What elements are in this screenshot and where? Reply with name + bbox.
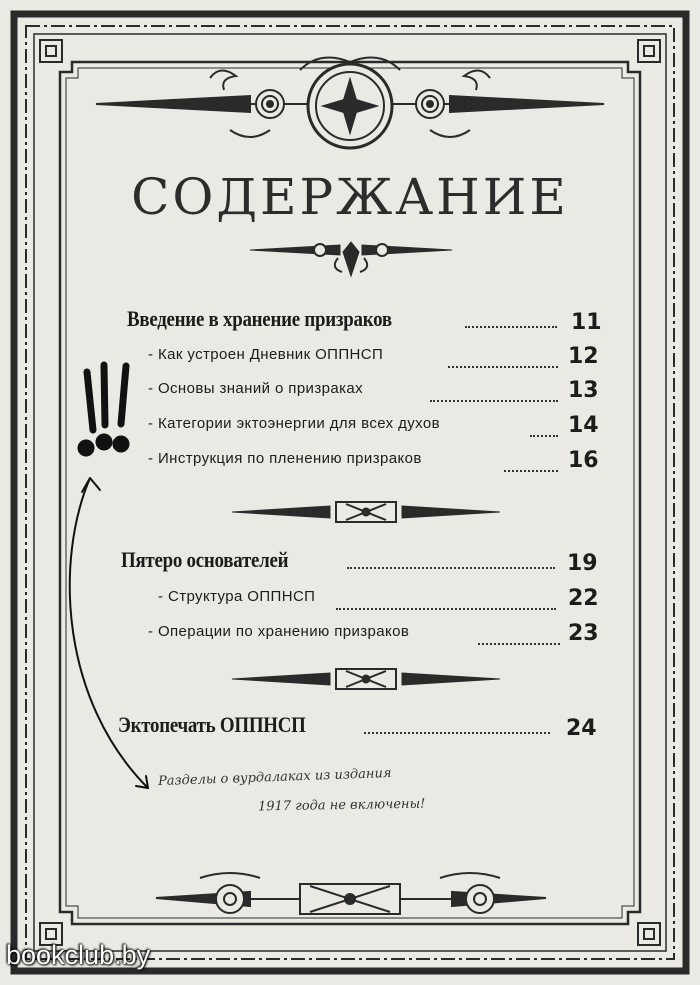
dot-leader xyxy=(347,547,555,569)
toc-page-number: 14 xyxy=(568,413,599,438)
handwritten-note-line2: 1917 года не включены! xyxy=(257,796,426,815)
toc-page-number: 11 xyxy=(571,310,602,335)
dot-leader xyxy=(448,346,558,368)
toc-subsection xyxy=(148,380,612,410)
dot-leader xyxy=(478,623,560,645)
handwritten-note-line1: Разделы о вурдалаках из издания xyxy=(157,765,392,790)
dot-leader xyxy=(504,450,558,472)
toc-section-label: Введение в хранение призраков xyxy=(127,306,392,331)
toc-subsection-label: - Категории эктоэнергии для всех духов xyxy=(148,415,441,432)
toc-section-label: Пятеро основателей xyxy=(121,547,289,572)
page-title: СОДЕРЖАНИЕ xyxy=(131,168,569,226)
toc-subsection-label: - Операции по хранению призраков xyxy=(148,623,410,640)
toc-page-number: 16 xyxy=(568,448,599,473)
toc-subsection xyxy=(148,346,612,376)
toc-subsection xyxy=(158,588,610,618)
toc-page-number: 13 xyxy=(568,378,599,403)
dot-leader xyxy=(430,380,558,402)
dot-leader xyxy=(530,415,558,437)
toc-section xyxy=(118,712,610,742)
toc-subsection-label: - Инструкция по пленению призраков xyxy=(148,450,422,467)
toc-page-number: 24 xyxy=(566,716,597,741)
toc-subsection xyxy=(148,623,610,653)
watermark: bookclub.by xyxy=(6,940,151,970)
dot-leader xyxy=(336,588,556,610)
toc-subsection-label: - Основы знаний о призраках xyxy=(148,380,364,397)
title-divider-ornament xyxy=(250,242,452,276)
dot-leader xyxy=(465,306,557,328)
toc-section xyxy=(121,547,609,577)
toc-page-number: 22 xyxy=(568,586,599,611)
toc-page-number: 23 xyxy=(568,621,599,646)
toc-subsection-label: - Как устроен Дневник ОППНСП xyxy=(148,346,384,363)
toc-subsection xyxy=(148,450,612,480)
toc-subsection-label: - Структура ОППНСП xyxy=(158,588,316,605)
toc-section-label: Эктопечать ОППНСП xyxy=(118,712,306,737)
exclamation-marks-doodle xyxy=(81,365,126,453)
toc-page-number: 19 xyxy=(567,551,598,576)
bottom-ornament xyxy=(156,873,546,914)
toc-subsection xyxy=(148,415,612,445)
section-divider-1 xyxy=(232,502,500,522)
top-ornament xyxy=(96,58,604,149)
dot-leader xyxy=(364,712,550,734)
toc-page-number: 12 xyxy=(568,344,599,369)
toc-section xyxy=(127,306,609,336)
section-divider-2 xyxy=(232,669,500,689)
